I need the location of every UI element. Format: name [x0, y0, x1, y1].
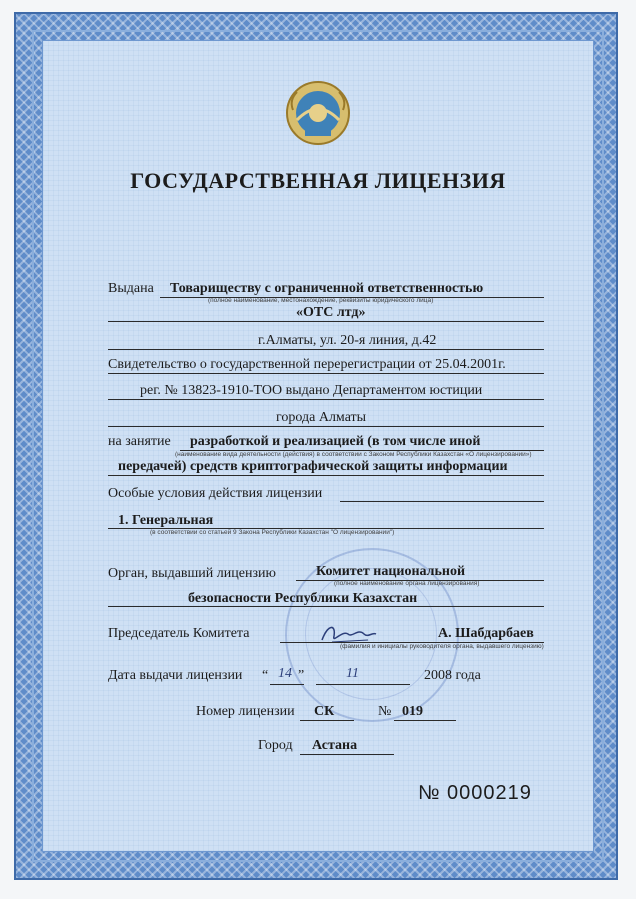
issued-to-underline-2: [108, 321, 544, 322]
license-series: СК: [314, 704, 335, 719]
date-month-underline: [316, 684, 410, 685]
blank-serial-number: № 0000219: [418, 782, 532, 804]
state-emblem-icon: [285, 80, 351, 146]
registration-line3: города Алматы: [276, 410, 367, 425]
registration-underline-1: [108, 373, 544, 374]
registration-underline-3: [108, 426, 544, 427]
address-underline: [108, 349, 544, 350]
chairman-caption: (фамилия и инициалы руководителя органа, выдавшего лицензию): [340, 643, 544, 650]
date-label: Дата выдачи лицензии: [108, 668, 243, 683]
date-open-quote: “: [262, 668, 269, 683]
address: г.Алматы, ул. 20-я линия, д.42: [258, 333, 437, 348]
authority-underline-2: [108, 606, 544, 607]
conditions-value: 1. Генеральная: [118, 513, 214, 528]
activity-underline-2: [108, 475, 544, 476]
authority-line2: безопасности Республики Казахстан: [188, 591, 418, 606]
authority-label: Орган, выдавший лицензию: [108, 566, 276, 581]
issued-to-line1: Товариществу с ограниченной ответственностью: [170, 281, 484, 296]
date-day: 14: [278, 666, 292, 681]
city-underline: [300, 754, 394, 755]
license-series-underline: [300, 720, 354, 721]
date-close-quote: ”: [298, 668, 305, 683]
number-sign: №: [378, 704, 392, 719]
license-number-underline: [394, 720, 456, 721]
document-title: ГОСУДАРСТВЕННАЯ ЛИЦЕНЗИЯ: [130, 168, 506, 193]
conditions-underline: [340, 501, 544, 502]
chairman-name: А. Шабдарбаев: [438, 626, 534, 641]
date-day-underline: [270, 684, 304, 685]
registration-line1: Свидетельство о государственной перерегистрации от 25.04.2001г.: [108, 357, 506, 372]
issued-label: Выдана: [108, 281, 154, 296]
authority-line1: Комитет национальной: [316, 564, 466, 579]
date-year: 2008 года: [424, 668, 481, 683]
activity-caption: (наименование вида деятельности (действия) в соответствии с Законом Республики Казахстан «О лицензировании»): [175, 451, 532, 458]
city-value: Астана: [312, 738, 358, 753]
registration-line2: рег. № 13823-1910-ТОО выдано Департаментом юстиции: [140, 383, 483, 398]
license-number: 019: [402, 704, 423, 719]
conditions-label: Особые условия действия лицензии: [108, 486, 323, 501]
issued-to-caption: (полное наименование, местонахождение, реквизиты юридического лица): [208, 297, 434, 304]
activity-line2: передачей) средств криптографической защиты информации: [118, 459, 508, 474]
registration-underline-2: [108, 399, 544, 400]
conditions-caption: (в соответствии со статьей 9 Закона Республики Казахстан "О лицензировании"): [150, 529, 395, 536]
license-number-label: Номер лицензии: [196, 704, 295, 719]
issued-to-line2: «ОТС лтд»: [296, 305, 366, 320]
city-label: Город: [258, 738, 293, 753]
authority-caption: (полное наименование органа лицензирования): [334, 580, 480, 587]
date-month: 11: [346, 666, 359, 681]
chairman-label: Председатель Комитета: [108, 626, 250, 641]
activity-line1: разработкой и реализацией (в том числе иной: [190, 434, 481, 449]
activity-label: на занятие: [108, 434, 171, 449]
